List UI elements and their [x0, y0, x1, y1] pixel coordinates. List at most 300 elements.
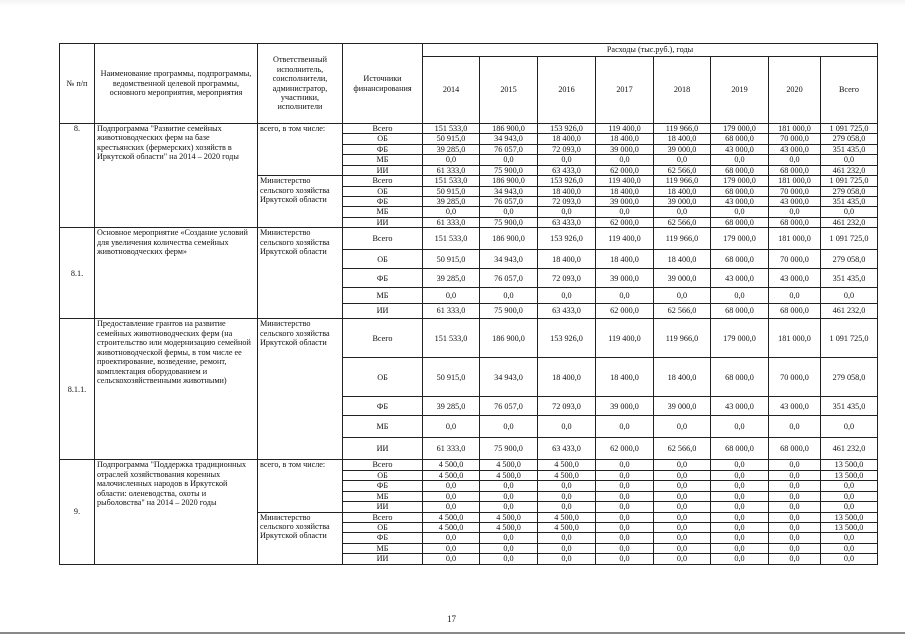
amount-cell: 0,0 — [769, 416, 821, 438]
amount-cell: 0,0 — [769, 207, 821, 217]
header-year: 2017 — [596, 57, 654, 124]
amount-cell: 279 058,0 — [821, 186, 878, 196]
amount-cell: 18 400,0 — [538, 186, 596, 196]
amount-cell: 4 500,0 — [423, 512, 480, 522]
amount-cell: 0,0 — [654, 470, 711, 480]
amount-cell: 0,0 — [821, 416, 878, 438]
amount-cell: 0,0 — [769, 460, 821, 470]
amount-cell: 50 915,0 — [423, 358, 480, 397]
amount-cell: 4 500,0 — [480, 522, 538, 532]
header-name: Наименование программы, подпрограммы, ведомственной целевой программы, основного мероприятия, мероприятия — [95, 44, 258, 124]
funding-source: ИИ — [343, 554, 423, 564]
amount-cell: 0,0 — [596, 416, 654, 438]
amount-cell: 43 000,0 — [711, 269, 769, 288]
amount-cell: 0,0 — [821, 543, 878, 553]
amount-cell: 0,0 — [596, 155, 654, 165]
table-body — [60, 124, 878, 565]
amount-cell: 0,0 — [538, 155, 596, 165]
amount-cell: 0,0 — [596, 512, 654, 522]
amount-cell: 0,0 — [480, 207, 538, 217]
amount-cell: 0,0 — [711, 460, 769, 470]
amount-cell: 0,0 — [596, 288, 654, 304]
funding-source: МБ — [343, 207, 423, 217]
amount-cell: 151 533,0 — [423, 319, 480, 358]
amount-cell: 279 058,0 — [821, 358, 878, 397]
amount-cell: 0,0 — [711, 470, 769, 480]
amount-cell: 70 000,0 — [769, 186, 821, 196]
amount-cell: 0,0 — [769, 522, 821, 532]
amount-cell: 43 000,0 — [711, 196, 769, 206]
amount-cell: 18 400,0 — [596, 134, 654, 144]
amount-cell: 62 566,0 — [654, 165, 711, 175]
amount-cell: 0,0 — [654, 491, 711, 501]
amount-cell: 0,0 — [654, 502, 711, 512]
executor: Министерство сельского хозяйства Иркутской области — [258, 228, 343, 319]
amount-cell: 75 900,0 — [480, 303, 538, 319]
amount-cell: 179 000,0 — [711, 319, 769, 358]
amount-cell: 0,0 — [769, 470, 821, 480]
amount-cell: 0,0 — [711, 554, 769, 564]
row-number: 8. — [60, 124, 95, 228]
amount-cell: 39 285,0 — [423, 397, 480, 416]
amount-cell: 0,0 — [596, 491, 654, 501]
amount-cell: 461 232,0 — [821, 165, 878, 175]
amount-cell: 461 232,0 — [821, 438, 878, 460]
amount-cell: 0,0 — [423, 491, 480, 501]
header-no: № п/п — [60, 44, 95, 124]
amount-cell: 1 091 725,0 — [821, 319, 878, 358]
amount-cell: 0,0 — [769, 554, 821, 564]
funding-source: МБ — [343, 416, 423, 438]
amount-cell: 179 000,0 — [711, 176, 769, 186]
amount-cell: 63 433,0 — [538, 303, 596, 319]
amount-cell: 39 000,0 — [596, 144, 654, 154]
funding-source: ФБ — [343, 269, 423, 288]
amount-cell: 68 000,0 — [769, 165, 821, 175]
amount-cell: 18 400,0 — [654, 250, 711, 269]
amount-cell: 39 000,0 — [654, 269, 711, 288]
amount-cell: 61 333,0 — [423, 438, 480, 460]
amount-cell: 351 435,0 — [821, 144, 878, 154]
amount-cell: 0,0 — [769, 533, 821, 543]
amount-cell: 153 926,0 — [538, 124, 596, 134]
executor: Министерство сельского хозяйства Иркутской области — [258, 176, 343, 228]
amount-cell: 18 400,0 — [596, 186, 654, 196]
amount-cell: 0,0 — [821, 502, 878, 512]
program-name: Предоставление грантов на развитие семейных животноводческих ферм (на строительство или модернизацию семейной животноводческой фермы, в том числе ее проектирование, возведение, ремонт, комплектация оборудованием и сельскохозяйственными животными) — [95, 319, 258, 460]
amount-cell: 13 500,0 — [821, 522, 878, 532]
funding-source: Всего — [343, 176, 423, 186]
amount-cell: 1 091 725,0 — [821, 176, 878, 186]
amount-cell: 0,0 — [711, 491, 769, 501]
amount-cell: 0,0 — [654, 207, 711, 217]
amount-cell: 0,0 — [538, 491, 596, 501]
amount-cell: 119 966,0 — [654, 228, 711, 250]
table-row — [60, 460, 878, 470]
amount-cell: 0,0 — [769, 502, 821, 512]
amount-cell: 76 057,0 — [480, 397, 538, 416]
funding-source: ИИ — [343, 438, 423, 460]
funding-source: ФБ — [343, 196, 423, 206]
executor: Министерство сельского хозяйства Иркутской области — [258, 319, 343, 460]
amount-cell: 0,0 — [821, 288, 878, 304]
amount-cell: 119 400,0 — [596, 124, 654, 134]
amount-cell: 4 500,0 — [538, 470, 596, 480]
amount-cell: 0,0 — [480, 533, 538, 543]
amount-cell: 0,0 — [423, 533, 480, 543]
amount-cell: 18 400,0 — [538, 134, 596, 144]
amount-cell: 119 966,0 — [654, 319, 711, 358]
amount-cell: 43 000,0 — [769, 196, 821, 206]
amount-cell: 0,0 — [596, 543, 654, 553]
funding-source: Всего — [343, 460, 423, 470]
amount-cell: 0,0 — [423, 543, 480, 553]
amount-cell: 0,0 — [423, 502, 480, 512]
amount-cell: 0,0 — [480, 481, 538, 491]
amount-cell: 50 915,0 — [423, 250, 480, 269]
amount-cell: 18 400,0 — [596, 358, 654, 397]
page-bottom-edge — [0, 632, 905, 634]
funding-source: ОБ — [343, 470, 423, 480]
amount-cell: 50 915,0 — [423, 186, 480, 196]
header-year: 2016 — [538, 57, 596, 124]
amount-cell: 39 285,0 — [423, 269, 480, 288]
funding-source: ФБ — [343, 481, 423, 491]
amount-cell: 39 000,0 — [654, 397, 711, 416]
amount-cell: 179 000,0 — [711, 124, 769, 134]
amount-cell: 179 000,0 — [711, 228, 769, 250]
amount-cell: 0,0 — [654, 460, 711, 470]
amount-cell: 68 000,0 — [711, 165, 769, 175]
amount-cell: 0,0 — [654, 543, 711, 553]
funding-source: Всего — [343, 319, 423, 358]
program-name: Основное мероприятие «Создание условий для увеличения количества семейных животноводческих ферм» — [95, 228, 258, 319]
amount-cell: 0,0 — [654, 155, 711, 165]
funding-source: ИИ — [343, 217, 423, 227]
amount-cell: 0,0 — [596, 207, 654, 217]
header-source: Источники финансирования — [343, 44, 423, 124]
amount-cell: 461 232,0 — [821, 303, 878, 319]
table-row — [60, 319, 878, 358]
amount-cell: 72 093,0 — [538, 144, 596, 154]
amount-cell: 0,0 — [711, 288, 769, 304]
amount-cell: 4 500,0 — [538, 522, 596, 532]
amount-cell: 34 943,0 — [480, 250, 538, 269]
amount-cell: 68 000,0 — [711, 250, 769, 269]
header-expenses: Расходы (тыс.руб.), годы — [423, 44, 878, 57]
amount-cell: 0,0 — [596, 481, 654, 491]
funding-source: МБ — [343, 491, 423, 501]
funding-source: ОБ — [343, 186, 423, 196]
program-name: Подпрограмма "Поддержка традиционных отраслей хозяйствования коренных малочисленных народов в Иркутской области: оленеводства, охоты и рыболовства" на 2014 – 2020 годы — [95, 460, 258, 564]
amount-cell: 0,0 — [596, 522, 654, 532]
amount-cell: 151 533,0 — [423, 124, 480, 134]
amount-cell: 0,0 — [654, 533, 711, 543]
amount-cell: 39 285,0 — [423, 196, 480, 206]
amount-cell: 43 000,0 — [769, 269, 821, 288]
amount-cell: 18 400,0 — [538, 358, 596, 397]
amount-cell: 0,0 — [711, 533, 769, 543]
row-number: 8.1.1. — [60, 319, 95, 460]
amount-cell: 181 000,0 — [769, 228, 821, 250]
funding-source: МБ — [343, 543, 423, 553]
amount-cell: 0,0 — [654, 481, 711, 491]
amount-cell: 0,0 — [654, 522, 711, 532]
amount-cell: 181 000,0 — [769, 319, 821, 358]
amount-cell: 68 000,0 — [711, 358, 769, 397]
amount-cell: 0,0 — [821, 533, 878, 543]
amount-cell: 4 500,0 — [423, 522, 480, 532]
amount-cell: 181 000,0 — [769, 176, 821, 186]
amount-cell: 34 943,0 — [480, 134, 538, 144]
funding-source: ОБ — [343, 134, 423, 144]
amount-cell: 0,0 — [821, 554, 878, 564]
executor: всего, в том числе: — [258, 460, 343, 512]
funding-source: Всего — [343, 124, 423, 134]
amount-cell: 4 500,0 — [480, 460, 538, 470]
amount-cell: 68 000,0 — [711, 134, 769, 144]
amount-cell: 0,0 — [538, 416, 596, 438]
executor: всего, в том числе: — [258, 124, 343, 176]
amount-cell: 39 000,0 — [654, 196, 711, 206]
amount-cell: 68 000,0 — [711, 186, 769, 196]
funding-source: ИИ — [343, 502, 423, 512]
amount-cell: 76 057,0 — [480, 196, 538, 206]
amount-cell: 62 000,0 — [596, 165, 654, 175]
amount-cell: 0,0 — [596, 470, 654, 480]
funding-source: ИИ — [343, 303, 423, 319]
amount-cell: 119 400,0 — [596, 319, 654, 358]
amount-cell: 76 057,0 — [480, 269, 538, 288]
amount-cell: 0,0 — [423, 554, 480, 564]
amount-cell: 62 000,0 — [596, 303, 654, 319]
amount-cell: 70 000,0 — [769, 250, 821, 269]
amount-cell: 0,0 — [538, 554, 596, 564]
amount-cell: 186 900,0 — [480, 319, 538, 358]
amount-cell: 4 500,0 — [423, 470, 480, 480]
amount-cell: 351 435,0 — [821, 397, 878, 416]
amount-cell: 70 000,0 — [769, 358, 821, 397]
amount-cell: 0,0 — [821, 155, 878, 165]
amount-cell: 153 926,0 — [538, 228, 596, 250]
table-row — [60, 228, 878, 250]
amount-cell: 0,0 — [821, 207, 878, 217]
amount-cell: 0,0 — [538, 502, 596, 512]
funding-source: ИИ — [343, 165, 423, 175]
amount-cell: 0,0 — [711, 416, 769, 438]
amount-cell: 63 433,0 — [538, 165, 596, 175]
amount-cell: 72 093,0 — [538, 196, 596, 206]
amount-cell: 0,0 — [769, 491, 821, 501]
amount-cell: 18 400,0 — [654, 358, 711, 397]
header-year: 2019 — [711, 57, 769, 124]
header-year: 2018 — [654, 57, 711, 124]
funding-source: МБ — [343, 288, 423, 304]
amount-cell: 151 533,0 — [423, 176, 480, 186]
amount-cell: 0,0 — [711, 207, 769, 217]
amount-cell: 39 000,0 — [654, 144, 711, 154]
amount-cell: 34 943,0 — [480, 358, 538, 397]
funding-source: МБ — [343, 155, 423, 165]
amount-cell: 68 000,0 — [769, 217, 821, 227]
amount-cell: 0,0 — [423, 288, 480, 304]
amount-cell: 0,0 — [480, 491, 538, 501]
amount-cell: 0,0 — [769, 481, 821, 491]
amount-cell: 0,0 — [769, 543, 821, 553]
amount-cell: 0,0 — [596, 502, 654, 512]
amount-cell: 0,0 — [480, 543, 538, 553]
amount-cell: 0,0 — [596, 554, 654, 564]
amount-cell: 0,0 — [538, 481, 596, 491]
amount-cell: 153 926,0 — [538, 319, 596, 358]
program-name: Подпрограмма "Развитие семейных животноводческих ферм на базе крестьянских (фермерских) хозяйств в Иркутской области" на 2014 – 2020 годы — [95, 124, 258, 228]
amount-cell: 39 000,0 — [596, 196, 654, 206]
executor: Министерство сельского хозяйства Иркутской области — [258, 512, 343, 564]
amount-cell: 0,0 — [654, 512, 711, 522]
amount-cell: 62 566,0 — [654, 217, 711, 227]
funding-source: Всего — [343, 228, 423, 250]
amount-cell: 43 000,0 — [711, 397, 769, 416]
amount-cell: 4 500,0 — [423, 460, 480, 470]
amount-cell: 39 285,0 — [423, 144, 480, 154]
amount-cell: 75 900,0 — [480, 165, 538, 175]
row-number: 9. — [60, 460, 95, 564]
amount-cell: 61 333,0 — [423, 303, 480, 319]
header-year: 2020 — [769, 57, 821, 124]
header-year: 2014 — [423, 57, 480, 124]
amount-cell: 63 433,0 — [538, 217, 596, 227]
funding-source: ФБ — [343, 533, 423, 543]
amount-cell: 43 000,0 — [711, 144, 769, 154]
amount-cell: 72 093,0 — [538, 269, 596, 288]
amount-cell: 18 400,0 — [654, 186, 711, 196]
amount-cell: 0,0 — [821, 491, 878, 501]
amount-cell: 0,0 — [654, 288, 711, 304]
table-row — [60, 124, 878, 134]
row-number: 8.1. — [60, 228, 95, 319]
funding-source: Всего — [343, 512, 423, 522]
amount-cell: 68 000,0 — [711, 303, 769, 319]
amount-cell: 0,0 — [480, 416, 538, 438]
amount-cell: 0,0 — [711, 543, 769, 553]
amount-cell: 62 566,0 — [654, 438, 711, 460]
amount-cell: 62 566,0 — [654, 303, 711, 319]
amount-cell: 61 333,0 — [423, 165, 480, 175]
amount-cell: 0,0 — [596, 460, 654, 470]
amount-cell: 0,0 — [480, 288, 538, 304]
amount-cell: 4 500,0 — [480, 512, 538, 522]
header-year: Всего — [821, 57, 878, 124]
amount-cell: 151 533,0 — [423, 228, 480, 250]
amount-cell: 0,0 — [480, 155, 538, 165]
amount-cell: 279 058,0 — [821, 134, 878, 144]
amount-cell: 351 435,0 — [821, 196, 878, 206]
amount-cell: 0,0 — [711, 522, 769, 532]
amount-cell: 62 000,0 — [596, 217, 654, 227]
amount-cell: 0,0 — [423, 207, 480, 217]
amount-cell: 68 000,0 — [769, 303, 821, 319]
amount-cell: 0,0 — [769, 288, 821, 304]
amount-cell: 0,0 — [423, 481, 480, 491]
amount-cell: 18 400,0 — [538, 250, 596, 269]
amount-cell: 43 000,0 — [769, 144, 821, 154]
amount-cell: 70 000,0 — [769, 134, 821, 144]
amount-cell: 0,0 — [711, 481, 769, 491]
amount-cell: 68 000,0 — [711, 438, 769, 460]
amount-cell: 0,0 — [596, 533, 654, 543]
amount-cell: 153 926,0 — [538, 176, 596, 186]
amount-cell: 0,0 — [711, 512, 769, 522]
amount-cell: 0,0 — [538, 533, 596, 543]
funding-source: ФБ — [343, 144, 423, 154]
amount-cell: 0,0 — [480, 554, 538, 564]
amount-cell: 68 000,0 — [711, 217, 769, 227]
funding-source: ОБ — [343, 522, 423, 532]
amount-cell: 0,0 — [711, 502, 769, 512]
amount-cell: 76 057,0 — [480, 144, 538, 154]
amount-cell: 39 000,0 — [596, 397, 654, 416]
budget-table — [59, 43, 878, 565]
amount-cell: 75 900,0 — [480, 438, 538, 460]
amount-cell: 39 000,0 — [596, 269, 654, 288]
amount-cell: 0,0 — [769, 512, 821, 522]
amount-cell: 1 091 725,0 — [821, 228, 878, 250]
amount-cell: 186 900,0 — [480, 228, 538, 250]
amount-cell: 4 500,0 — [538, 460, 596, 470]
amount-cell: 119 966,0 — [654, 176, 711, 186]
amount-cell: 0,0 — [538, 288, 596, 304]
amount-cell: 461 232,0 — [821, 217, 878, 227]
amount-cell: 0,0 — [538, 543, 596, 553]
amount-cell: 0,0 — [480, 502, 538, 512]
amount-cell: 0,0 — [821, 481, 878, 491]
amount-cell: 279 058,0 — [821, 250, 878, 269]
header-responsible: Ответственный исполнитель, соисполнители, администратор, участники, исполнители — [258, 44, 343, 124]
amount-cell: 68 000,0 — [769, 438, 821, 460]
funding-source: ОБ — [343, 358, 423, 397]
amount-cell: 351 435,0 — [821, 269, 878, 288]
amount-cell: 50 915,0 — [423, 134, 480, 144]
amount-cell: 75 900,0 — [480, 217, 538, 227]
amount-cell: 63 433,0 — [538, 438, 596, 460]
amount-cell: 0,0 — [654, 416, 711, 438]
amount-cell: 119 400,0 — [596, 176, 654, 186]
funding-source: ФБ — [343, 397, 423, 416]
amount-cell: 34 943,0 — [480, 186, 538, 196]
amount-cell: 0,0 — [538, 207, 596, 217]
amount-cell: 4 500,0 — [538, 512, 596, 522]
amount-cell: 43 000,0 — [769, 397, 821, 416]
amount-cell: 0,0 — [769, 155, 821, 165]
header-year: 2015 — [480, 57, 538, 124]
funding-source: ОБ — [343, 250, 423, 269]
amount-cell: 72 093,0 — [538, 397, 596, 416]
amount-cell: 186 900,0 — [480, 176, 538, 186]
amount-cell: 13 500,0 — [821, 470, 878, 480]
amount-cell: 13 500,0 — [821, 460, 878, 470]
page-number: 17 — [447, 614, 456, 624]
amount-cell: 0,0 — [423, 155, 480, 165]
amount-cell: 61 333,0 — [423, 217, 480, 227]
amount-cell: 13 500,0 — [821, 512, 878, 522]
amount-cell: 62 000,0 — [596, 438, 654, 460]
amount-cell: 18 400,0 — [654, 134, 711, 144]
amount-cell: 0,0 — [423, 416, 480, 438]
amount-cell: 186 900,0 — [480, 124, 538, 134]
amount-cell: 0,0 — [711, 155, 769, 165]
amount-cell: 1 091 725,0 — [821, 124, 878, 134]
amount-cell: 119 400,0 — [596, 228, 654, 250]
